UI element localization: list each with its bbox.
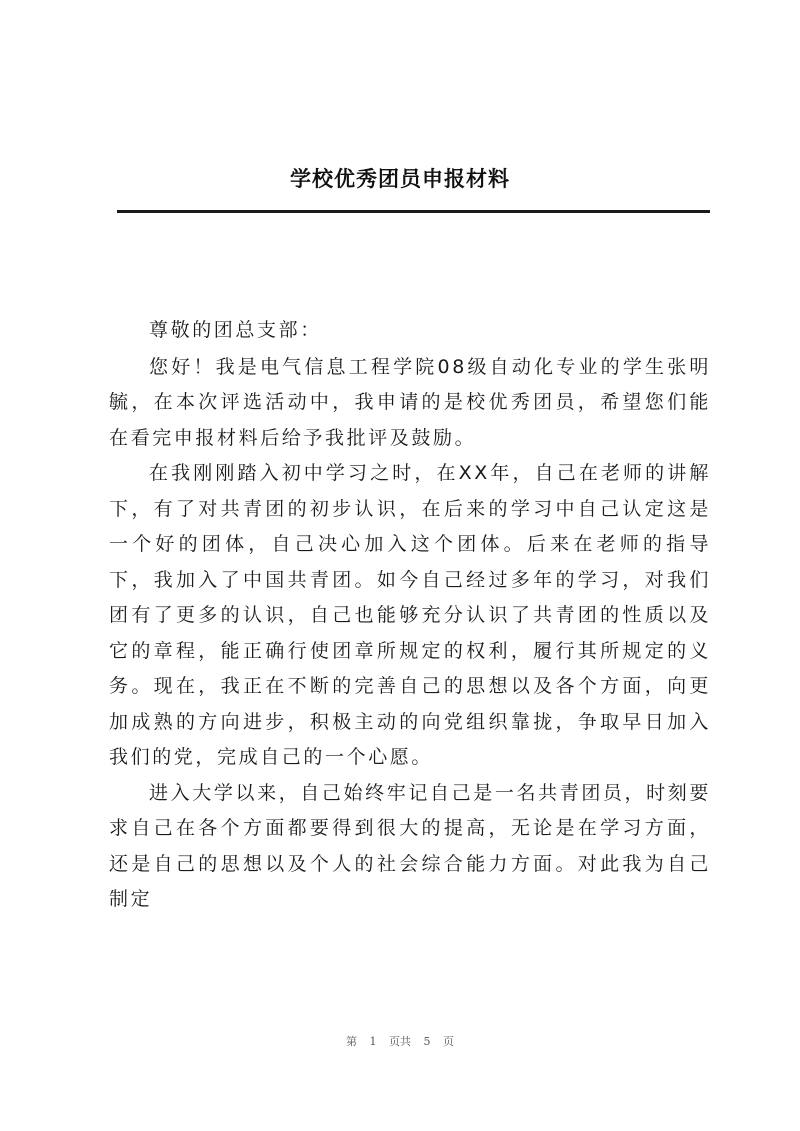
salutation: 尊敬的团总支部： (149, 319, 322, 341)
document-title: 学校优秀团员申报材料 (290, 166, 510, 191)
body-paragraph-middle-school: 在我刚刚踏入初中学习之时，在XX年，自己在老师的讲解下，有了对共青团的初步认识，在后来的学习中自己认定这是一个好的团体，自己决心加入这个团体。后来在老师的指导下，我加入了中国共青团。如今自己经过多年的学习，对我们团有了更多的认识，自己也能够充分认识了共青团的性质以及它的章程，能正确行使团章所规定的权利，履行其所规定的义务。现在，我正在不断的完善自己的思想以及各个方面，向更加成熟的方向进步，积极主动的向党组织靠拢，争取早日加入我们的党，完成自己的一个心愿。 (109, 462, 711, 768)
page-number-footer: 第 1 页共 5 页 (346, 1035, 454, 1048)
body-paragraph-greeting: 您好！我是电气信息工程学院08级自动化专业的学生张明毓，在本次评选活动中，我申请的是校优秀团员，希望您们能在看完申报材料后给予我批评及鼓励。 (109, 355, 711, 449)
document-body (109, 313, 711, 918)
title-divider (117, 210, 710, 213)
body-paragraph-university: 进入大学以来，自己始终牢记自己是一名共青团员，时刻要求自己在各个方面都要得到很大的提高，无论是在学习方面，还是自己的思想以及个人的社会综合能力方面。对此我为自己制定 (109, 781, 711, 910)
